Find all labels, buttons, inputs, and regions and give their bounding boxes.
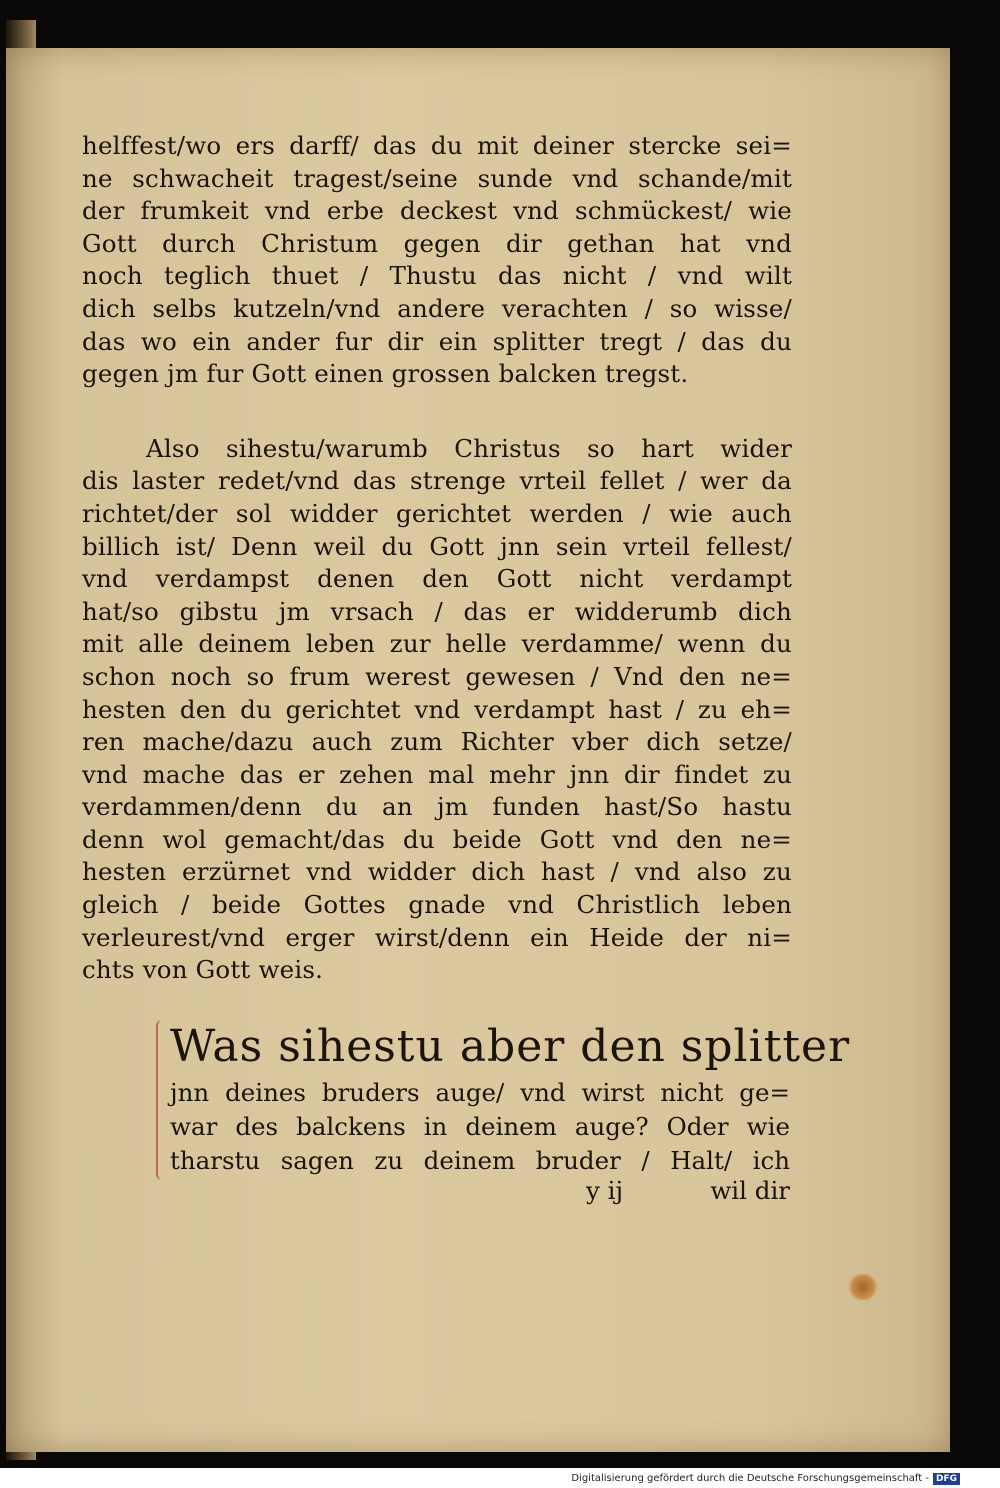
signature-mark: y ij — [586, 1176, 624, 1205]
text-line: schon noch so frum werest gewesen / Vnd den ne= — [82, 661, 792, 691]
text-line: chts von Gott weis. — [82, 955, 324, 985]
main-text — [82, 130, 792, 987]
digitization-credit — [571, 1470, 960, 1488]
page-footer-marks — [586, 1176, 790, 1210]
bible-quote-line: tharstu sagen zu deinem bruder / Halt/ ich — [170, 1146, 790, 1175]
text-line: vnd mache das er zehen mal mehr jnn dir findet zu — [82, 759, 792, 789]
text-line: verleurest/vnd erger wirst/denn ein Heide der ni= — [82, 922, 792, 952]
text-line: ne schwacheit tragest/seine sunde vnd schande/mit — [82, 163, 792, 193]
text-line: dis laster redet/vnd das strenge vrteil fellet / wer da — [82, 466, 792, 496]
text-line: der frumkeit vnd erbe deckest vnd schmückest/ wie — [82, 196, 792, 226]
text-line: dich selbs kutzeln/vnd andere verachten / so wisse/ — [82, 293, 792, 323]
text-line: das wo ein ander fur dir ein splitter tregt / das du — [82, 326, 792, 356]
text-line: vnd verdampst denen den Gott nicht verdampt — [82, 564, 792, 594]
text-line: hesten den du gerichtet vnd verdampt hast / zu eh= — [82, 694, 792, 724]
text-line: ren mache/dazu auch zum Richter vber dich setze/ — [82, 727, 792, 757]
text-line: gegen jm fur Gott einen grossen balcken tregst. — [82, 359, 689, 389]
bible-quote-lines — [170, 1076, 790, 1178]
paragraph-gap — [82, 391, 792, 433]
rubrication-bracket — [156, 1020, 168, 1180]
text-line: noch teglich thuet / Thustu das nicht / vnd wilt — [82, 261, 792, 291]
catchword: wil dir — [710, 1176, 790, 1205]
paper-stain — [848, 1274, 878, 1300]
text-line: Gott durch Christum gegen dir gethan hat vnd — [82, 228, 792, 258]
text-line: mit alle deinem leben zur helle verdamme/ wenn du — [82, 629, 792, 659]
text-line: billich ist/ Denn weil du Gott jnn sein vrteil fellest/ — [82, 531, 792, 561]
bible-quote — [170, 1018, 851, 1178]
text-line: gleich / beide Gottes gnade vnd Christlich leben — [82, 890, 792, 920]
bible-quote-line: jnn deines bruders auge/ vnd wirst nicht ge= — [170, 1078, 790, 1107]
credit-text: Digitalisierung gefördert durch die Deutsche Forschungsgemeinschaft - — [571, 1473, 929, 1484]
text-line: denn wol gemacht/das du beide Gott vnd den ne= — [82, 824, 792, 854]
bible-quote-line: war des balckens in deinem auge? Oder wie — [170, 1112, 790, 1141]
text-line: helffest/wo ers darff/ das du mit deiner stercke sei= — [82, 131, 792, 160]
text-line: richtet/der sol widder gerichtet werden / wie auch — [82, 498, 792, 528]
dfg-logo-icon: DFG — [933, 1473, 960, 1485]
text-line: hesten erzürnet vnd widder dich hast / vnd also zu — [82, 857, 792, 887]
text-line: hat/so gibstu jm vrsach / das er widderumb dich — [82, 596, 792, 626]
paragraph-1 — [82, 130, 792, 391]
text-line: verdammen/denn du an jm funden hast/So hastu — [82, 792, 792, 822]
text-line: Also sihestu/warumb Christus so hart wider — [146, 433, 792, 463]
bible-quote-heading: Was sihestu aber den splitter — [170, 1021, 851, 1072]
paragraph-2 — [82, 433, 792, 987]
